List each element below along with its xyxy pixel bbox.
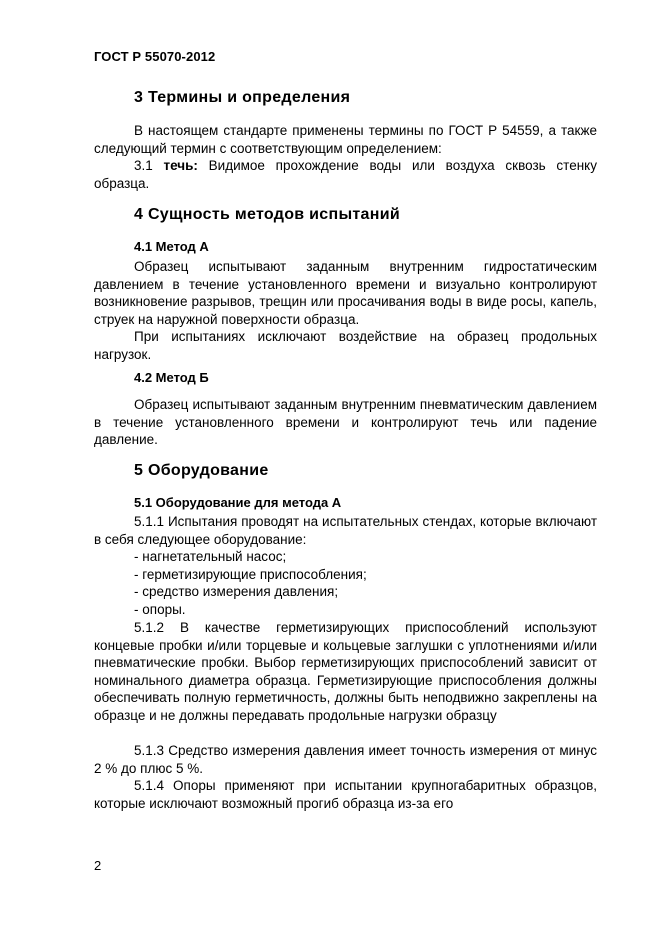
term-name: течь: [163, 158, 198, 173]
section-5-title: 5 Оборудование [134, 462, 269, 479]
method-a-paragraph-2: При испытаниях исключают воздействие на образец продольных нагрузок. [94, 329, 597, 362]
list-item: - средство измерения давления; [134, 584, 339, 599]
list-item: - нагнетательный насос; [134, 549, 287, 564]
list-item: - опоры. [134, 602, 186, 617]
term-number: 3.1 [134, 158, 153, 173]
list-item: - герметизирующие приспособления; [134, 567, 367, 582]
section-3-title: 3 Термины и определения [134, 89, 351, 106]
paragraph-5-1-4: 5.1.4 Опоры применяют при испытании крупногабаритных образцов, которые исключают возможный прогиб образца из-за его [94, 778, 597, 811]
term-definition: Видимое прохождение воды или воздуха сквозь стенку образца. [94, 158, 597, 191]
method-a-paragraph-1: Образец испытывают заданным внутренним гидростатическим давлением в течение установленного времени и визуально контролируют возникновение разрывов, трещин или просачивания воды в виде росы, капель, струек на наружной поверхности образца. [94, 259, 597, 327]
paragraph-5-1-3: 5.1.3 Средство измерения давления имеет точность измерения от минус 2 % до плюс 5 %. [94, 743, 597, 776]
document-header: ГОСТ Р 55070-2012 [94, 49, 216, 64]
paragraph-5-1-1: 5.1.1 Испытания проводят на испытательных стендах, которые включают в себя следующее оборудование: [94, 514, 597, 547]
section-4-title: 4 Сущность методов испытаний [134, 206, 400, 223]
section-3-intro: В настоящем стандарте применены термины по ГОСТ Р 54559, а также следующий термин с соответствующим определением: [94, 123, 597, 156]
subsection-5-1-title: 5.1 Оборудование для метода А [134, 495, 342, 510]
page-number: 2 [94, 858, 102, 873]
method-b-paragraph-1: Образец испытывают заданным внутренним пневматическим давлением в течение установленного времени и контролируют течь или падение давление. [94, 397, 597, 448]
paragraph-5-1-2: 5.1.2 В качестве герметизирующих приспособлений используют концевые пробки и/или торцевые и кольцевые заглушки с уплотнениями и/или пневматические пробки. Выбор герметизирующих приспособлений зависит от номинального диаметра образца. Герметизирующие приспособления должны обеспечивать полную герметичность, должны быть неподвижно закреплены на образце и не должны передавать продольные нагрузки образцу [94, 620, 597, 723]
term-3-1 [94, 157, 597, 192]
method-b-title: 4.2 Метод Б [134, 370, 209, 385]
method-a-title: 4.1 Метод А [134, 239, 209, 254]
